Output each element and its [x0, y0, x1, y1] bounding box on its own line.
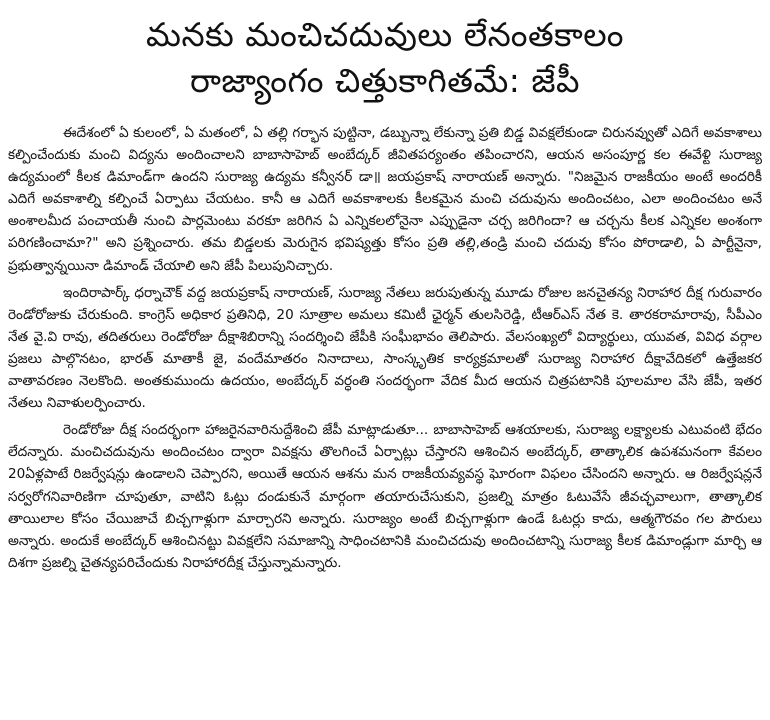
article-body — [8, 122, 762, 574]
headline-line-2: రాజ్యాంగం చిత్తుకాగితమే: జేపీ — [189, 61, 581, 100]
article-headline — [8, 12, 762, 104]
headline-line-1: మనకు మంచిచదువులు లేనంతకాలం — [146, 15, 624, 54]
article-paragraph-3: రెండోరోజు దీక్ష సందర్భంగా హాజరైనవారినుద్దేశించి జేపీ మాట్లాడుతూ... బాబాసాహెబ్ ఆశయాలకు, సురాజ్య లక్ష్యాలకు ఎటువంటి భేదం లేదన్నారు. మంచిచదువును అందించటం ద్వారా వివక్షను తొలగించే ఏర్పాట్లు చేస్తారని ఆశించిన అంబేద్కర్, తాత్కాలిక ఉపశమనంగా కేవలం 20ఏళ్లపాటే రిజర్వేషన్లు ఉండాలని చెప్పారని, అయితే ఆయన ఆశను మన రాజకీయవ్యవస్థ ఘోరంగా విఫలం చేసిందని అన్నారు. ఆ రిజర్వేషన్లనే సర్వరోగనివారిణిగా చూపుతూ, వాటిని ఓట్లు దండుకునే మార్గంగా తయారుచేసుకుని, ప్రజల్ని మాత్రం ఓటువేసే జీవచ్ఛవాలుగా, తాత్కాలిక తాయిలాల కోసం చేయిజాచే బిచ్చగాళ్లుగా మార్చారని అన్నారు. సురాజ్యం అంటే బిచ్చగాళ్లుగా ఉండే ఓటర్లు కాదు, ఆత్మగౌరవం గల పౌరులు అన్నారు. అందుకే అంబేద్కర్ ఆశించినట్టు వివక్షలేని సమాజాన్ని సాధించటానికి మంచిచదువు అందించటాన్ని సురాజ్య కీలక డిమాండ్లుగా మార్చి ఆ దిశగా ప్రజల్ని చైతన్యపరిచేందుకు నిరాహారదీక్ష చేస్తున్నామన్నారు. — [8, 422, 762, 571]
article-paragraph-2: ఇందిరాపార్క్ ధర్నాచౌక్ వద్ద జయప్రకాష్ నారాయణ్, సురాజ్య నేతలు జరుపుతున్న మూడు రోజుల జనచైతన్య నిరాహార దీక్ష గురువారం రెండోరోజుకు చేరుకుంది. కాంగ్రెస్ అధికార ప్రతినిధి, 20 సూత్రాల అమలు కమిటీ ఛైర్మన్ తులసిరెడ్డి, టీఆర్ఎస్ నేత కె. తారకరామారావు, సీపీఎం నేత వై.వి రావు, తదితరులు రెండోరోజు దీక్షాశిబిరాన్ని సందర్శించి జేపీకి సంఘీభావం తెలిపారు. వేలసంఖ్యలో విద్యార్థులు, యువత, వివిధ వర్గాల ప్రజలు పాల్గొనటం, భారత్ మాతాకీ జై, వందేమాతరం నినాదాలు, సాంస్కృతిక కార్యక్రమాలతో సురాజ్య నిరాహార దీక్షావేదికలో ఉత్తేజకర వాతావరణం నెలకొంది. అంతకుముందు ఉదయం, అంబేద్కర్ వర్ధంతి సందర్భంగా వేదిక మీద ఆయన చిత్రపటానికి పూలమాల వేసి జేపీ, ఇతర నేతలు నివాళులర్పించారు. — [8, 284, 762, 412]
article-paragraph-1: ఈదేశంలో ఏ కులంలో, ఏ మతంలో, ఏ తల్లి గర్భాన పుట్టినా, డబ్బున్నా లేకున్నా ప్రతి బిడ్డ వివక్షలేకుండా చిరునవ్వుతో ఎదిగే అవకాశాలు కల్పించేందుకు మంచి విద్యను అందించాలని బాబాసాహెబ్ అంబేద్కర్ జీవితపర్యంతం తపించారని, ఆయన అసంపూర్ణ కల ఈవేళ్టి సురాజ్య ఉద్యమంలో కీలక డిమాండ్‌గా ఉందని సురాజ్య ఉద్యమ కన్వీనర్ డా॥ జయప్రకాష్ నారాయణ్ అన్నారు. "నిజమైన రాజకీయం అంటే అందరికీ ఎదిగే అవకాశాల్ని కల్పించే ఏర్పాటు చేయటం. కానీ ఆ ఎదిగే అవకాశాలకు కీలకమైన మంచి చదువును అందించటం, ఎలా అందించటం అనే అంశాలమీద పంచాయతీ నుంచి పార్లమెంటు వరకూ జరిగిన ఏ ఎన్నికలలోనైనా ఎప్పుడైనా చర్చ జరిగిందా? ఆ చర్చను కీలక ఎన్నికల అంశంగా పరిగణించామా?" అని ప్రశ్నించారు. తమ బిడ్డలకు మెరుగైన భవిష్యత్తు కోసం ప్రతి తల్లి,తండ్రి మంచి చదువు కోసం పోరాడాలి, ఏ పార్టీనైనా, ప్రభుత్వాన్నయినా డిమాండ్ చేయాలి అని జేపీ పిలుపునిచ్చారు. — [8, 125, 762, 274]
